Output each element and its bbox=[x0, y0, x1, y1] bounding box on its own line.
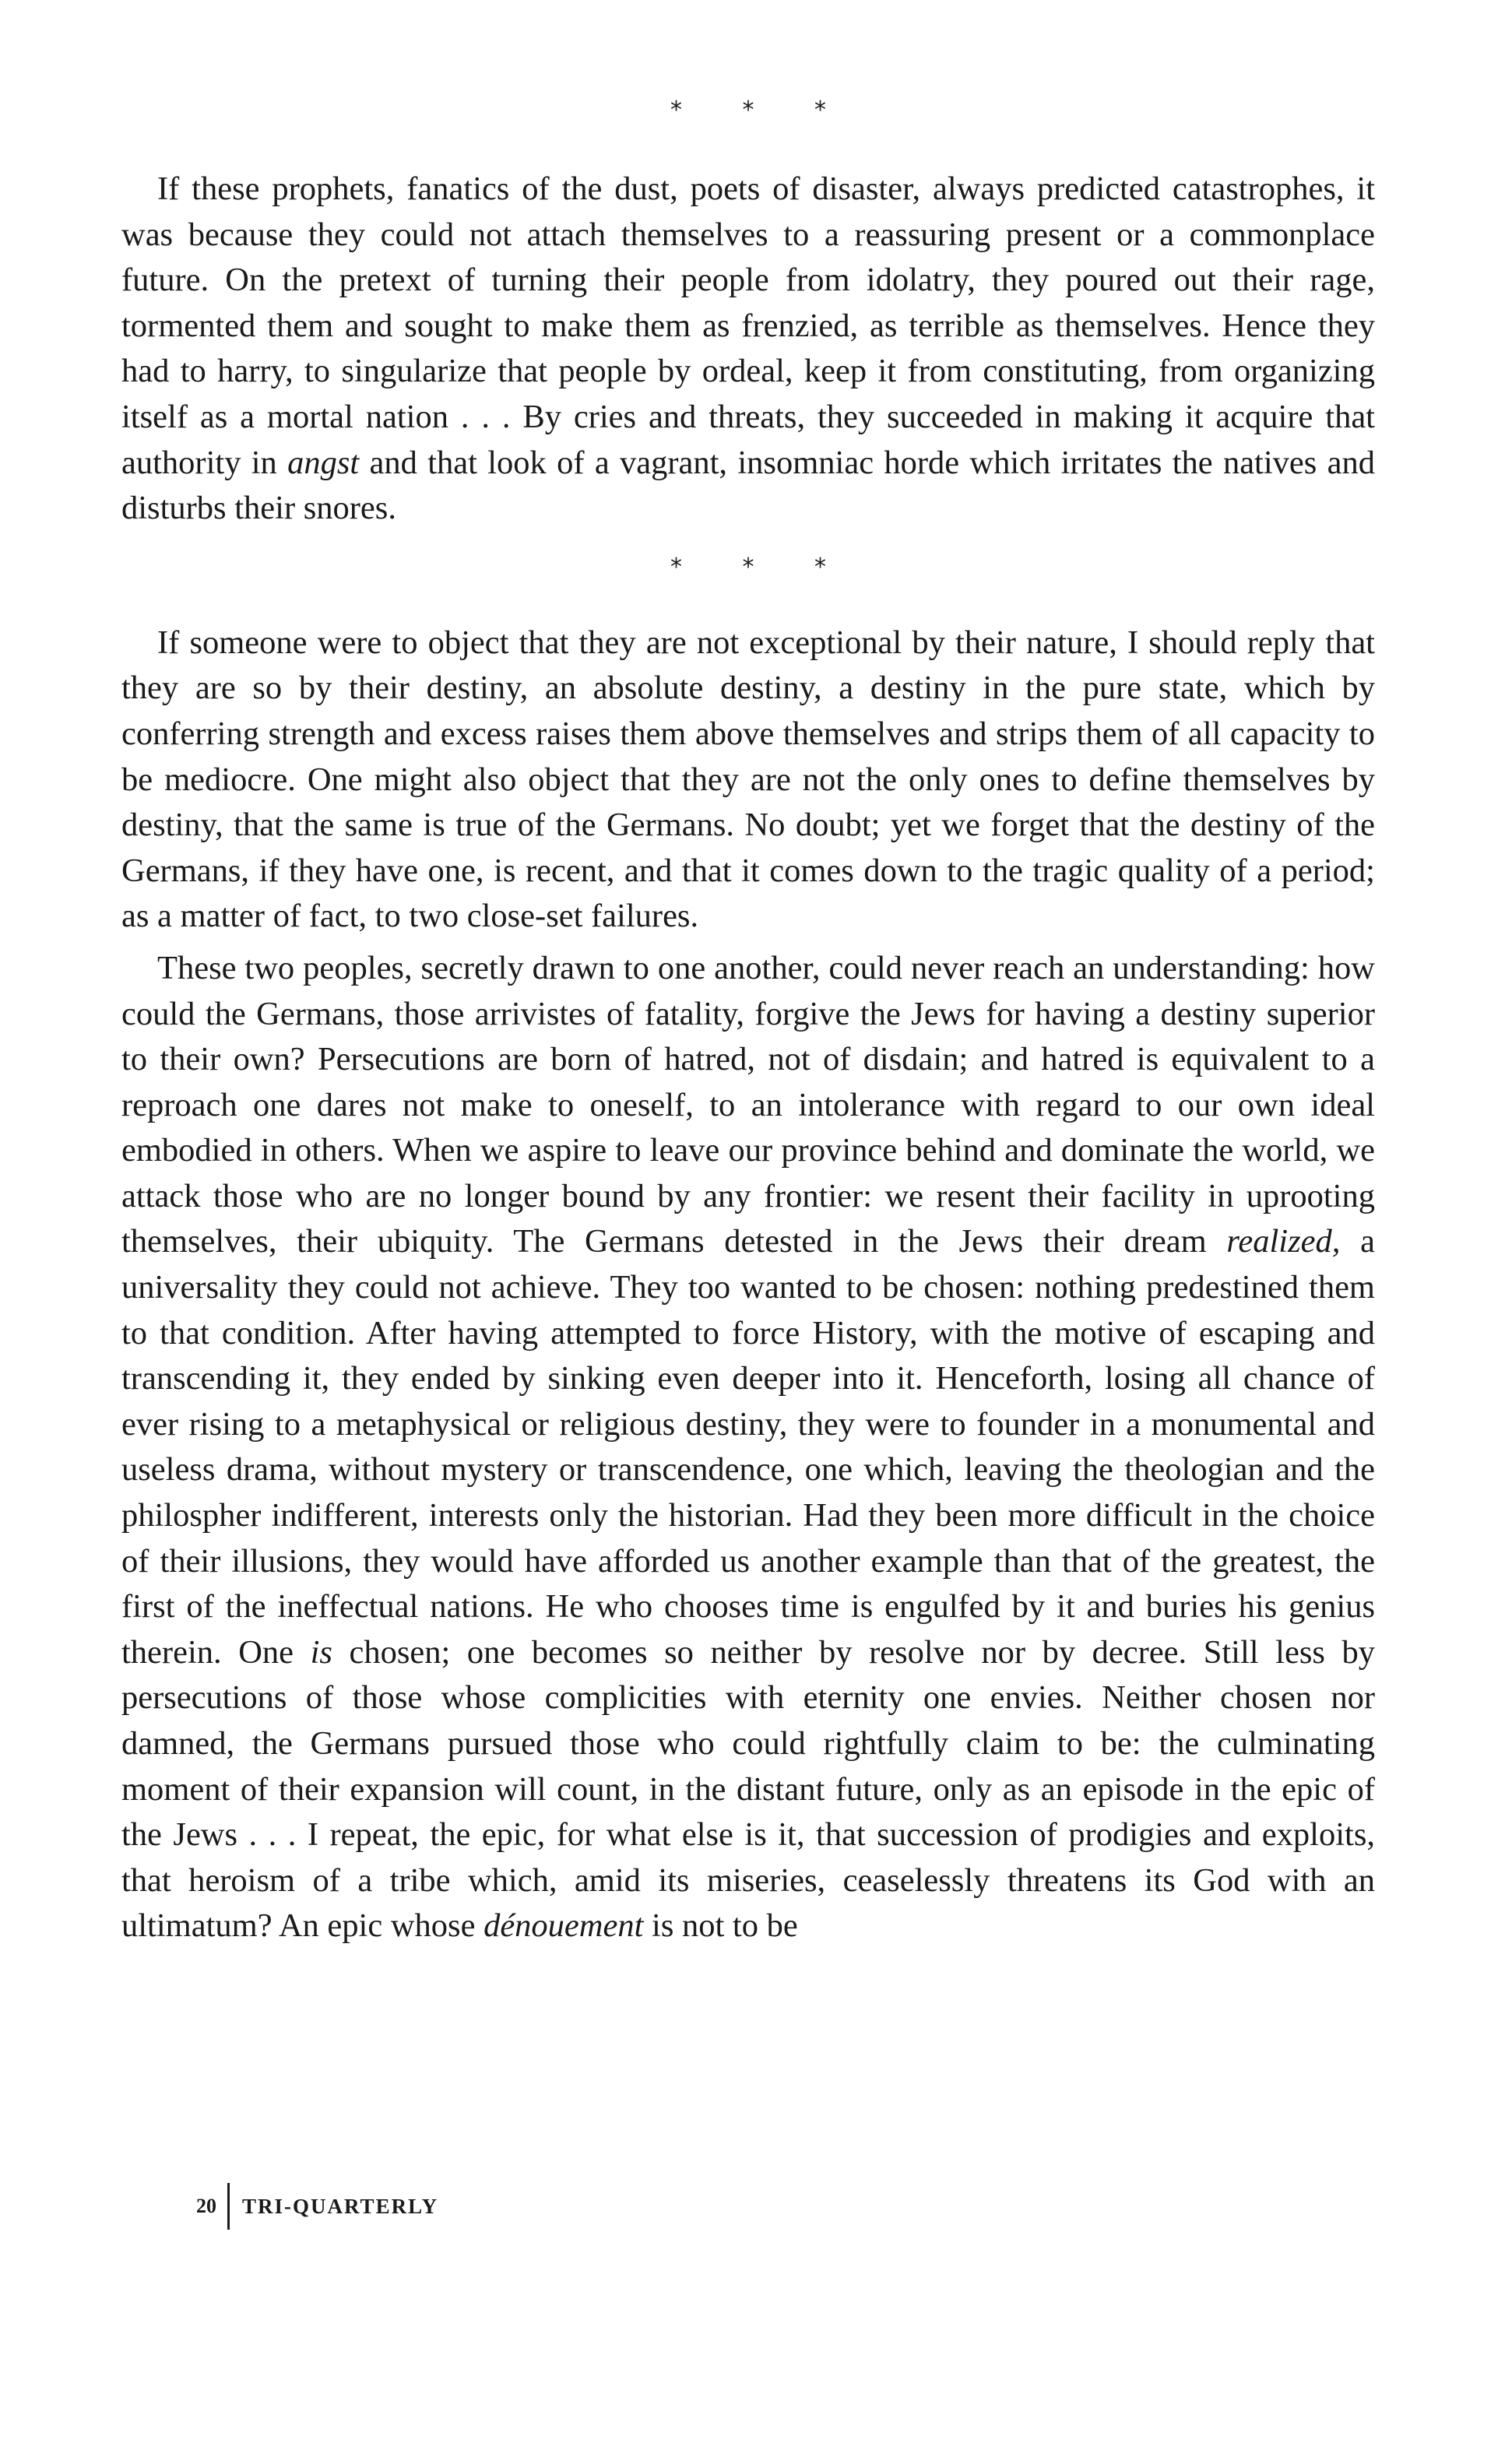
journal-title: TRI-QUARTERLY bbox=[242, 2194, 439, 2218]
paragraph-destiny: If someone were to object that they are not exceptional by their nature, I should reply that they are so by their destiny, an absolute destiny, a destiny in the pure state, which by conferring strength and excess raises them above themselves and strips them of all capacity to be mediocre. One might also object that they are not the only ones to define themselves by destiny, that the same is true of the Germans. No doubt; yet we forget that the destiny of the Germans, if they have one, is recent, and that it comes down to the tragic quality of a period; as a matter of fact, to two close-set failures. bbox=[121, 624, 1375, 935]
section-separator: * * * bbox=[670, 97, 853, 124]
page-footer bbox=[196, 2183, 438, 2230]
section-2 bbox=[121, 620, 1375, 1949]
page-body bbox=[121, 78, 1375, 1949]
page-number: 20 bbox=[196, 2195, 216, 2217]
paragraph-prophets: If these prophets, fanatics of the dust, poets of disaster, always predicted catastrophes, it was because they could not attach themselves to a reassuring present or a commonplace future. On the pretext of turning their people from idolatry, they poured out their rage, tormented them and sought to make them as frenzied, as terrible as themselves. Hence they had to harry, to singularize that people by ordeal, keep it from constituting, from organizing itself as a mortal nation . . . By cries and threats, they succeeded in making it acquire that authority in angst and that look of a vagrant, insomniac horde which irritates the natives and disturbs their snores. bbox=[121, 170, 1375, 527]
section-separator: * * * bbox=[670, 553, 853, 581]
paragraph-two-peoples: These two peoples, secretly drawn to one another, could never reach an understanding: how could the Germans, those arrivistes of fatality, forgive the Jews for having a destiny superior to their own? Persecutions are born of hatred, not of disdain; and hatred is equivalent to a reproach one dares not make to oneself, to an intolerance with regard to our own ideal embodied in others. When we aspire to leave our province behind and dominate the world, we attack those who are no longer bound by any frontier: we resent their facility in uprooting themselves, their ubiquity. The Germans detested in the Jews their dream realized, a universality they could not achieve. They too wanted to be chosen: nothing predestined them to that condition. After having attempted to force History, with the motive of escaping and transcending it, they ended by sinking even deeper into it. Henceforth, losing all chance of ever rising to a metaphysical or religious destiny, they were to founder in a monumental and useless drama, without mystery or transcendence, one which, leaving the theologian and the philospher indifferent, interests only the historian. Had they been more difficult in the choice of their illusions, they would have afforded us another example than that of the greatest, the first of the ineffectual nations. He who chooses time is engulfed by it and buries his genius therein. One is chosen; one becomes so neither by resolve nor by decree. Still less by persecutions of those whose complicities with eternity one envies. Neither chosen nor damned, the Germans pursued those who could rightfully claim to be: the culminating moment of their expansion will count, in the distant future, only as an episode in the epic of the Jews . . . I repeat, the epic, for what else is it, that succession of prodigies and exploits, that heroism of a tribe which, amid its miseries, ceaselessly threatens its God with an ultimatum? An epic whose dénouement is not to be bbox=[121, 949, 1375, 1945]
section-1 bbox=[121, 167, 1375, 532]
